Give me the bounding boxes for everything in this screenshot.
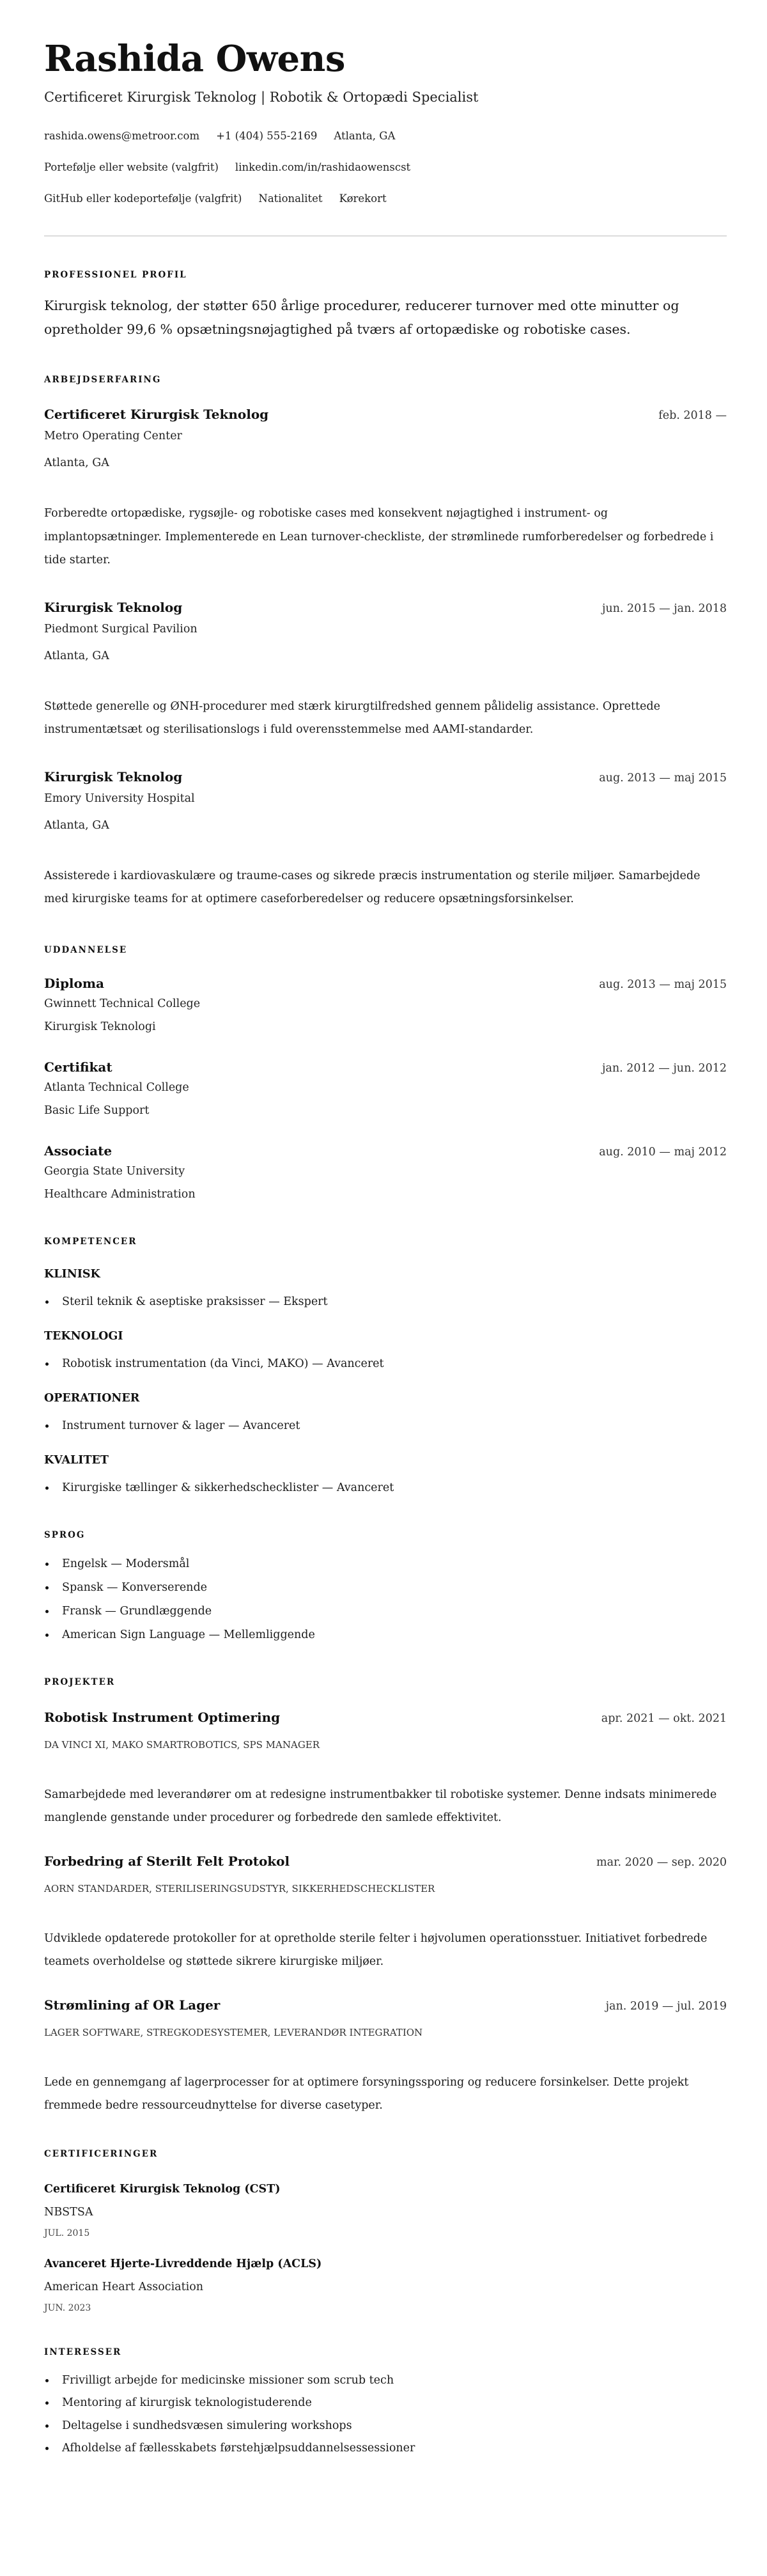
job-company: Metro Operating Center xyxy=(44,430,182,442)
degree: Associate xyxy=(44,1143,112,1159)
job-description: Støttede generelle og ØNH-procedurer med stærk kirurgtilfredshed gennem pålidelig assistance. Oprettede instrumentætsæt og sterilisationslogs i fuld overensstemmelse med AAMI-standarder. xyxy=(44,699,660,736)
skill-item: Kirurgiske tællinger & sikkerhedschecklister — Avanceret xyxy=(44,1479,727,1496)
education-dates: aug. 2010 — maj 2012 xyxy=(599,1145,727,1159)
skill-list xyxy=(44,1355,727,1372)
skill-category: TEKNOLOGI xyxy=(44,1329,123,1343)
section-heading: PROFESSIONEL PROFIL xyxy=(44,270,187,280)
candidate-title: Certificeret Kirurgisk Teknolog | Robotik & Ortopædi Specialist xyxy=(44,90,479,105)
project-title: Robotisk Instrument Optimering xyxy=(44,1709,281,1725)
job-company: Emory University Hospital xyxy=(44,792,195,805)
job-entry xyxy=(44,598,727,742)
language-list xyxy=(44,1556,727,1643)
project-tech: DA VINCI XI, MAKO SMARTROBOTICS, SPS MANAGER xyxy=(44,1738,320,1751)
job-location: Atlanta, GA xyxy=(44,457,109,469)
contact-phone[interactable]: +1 (404) 555-2169 xyxy=(216,130,318,142)
section-heading: SPROG xyxy=(44,1529,86,1540)
language-item: American Sign Language — Mellemliggende xyxy=(44,1627,727,1643)
project-title: Strømlining af OR Lager xyxy=(44,1997,221,2013)
certification-issuer: NBSTSA xyxy=(44,2205,93,2219)
section-heading: KOMPETENCER xyxy=(44,1236,137,1247)
interest-item: Mentoring af kirurgisk teknologistuderende xyxy=(44,2394,727,2411)
project-description: Udviklede opdaterede protokoller for at opretholde sterile felter i højvolumen operationsstuer. Initiativet forbedrede teamets overholdelse og støttede sikrere kirurgiske miljøer. xyxy=(44,1932,708,1968)
job-dates: jun. 2015 — jan. 2018 xyxy=(601,602,727,615)
project-dates: mar. 2020 — sep. 2020 xyxy=(596,1855,727,1869)
certification-issuer: American Heart Association xyxy=(44,2280,204,2293)
education-dates: jan. 2012 — jun. 2012 xyxy=(601,1061,727,1075)
skill-item: Instrument turnover & lager — Avanceret xyxy=(44,1417,727,1434)
interests-section xyxy=(44,2346,727,2457)
project-tech: AORN STANDARDER, STERILISERINGSUDSTYR, SIKKERHEDSCHECKLISTER xyxy=(44,1882,435,1894)
job-dates: aug. 2013 — maj 2015 xyxy=(599,771,727,785)
certification-date: JUN. 2023 xyxy=(44,2302,91,2313)
skill-list xyxy=(44,1479,727,1496)
interest-item: Frivilligt arbejde for medicinske missioner som scrub tech xyxy=(44,2372,727,2389)
degree: Diploma xyxy=(44,975,104,991)
project-description: Samarbejdede med leverandører om at redesigne instrumentbakker til robotiske systemer. Denne indsats minimerede manglende genstande under procedurer og forbedrede den samlede effektivitet. xyxy=(44,1788,717,1824)
contact-license: Kørekort xyxy=(339,192,387,205)
contact-row xyxy=(44,129,727,144)
job-title: Kirurgisk Teknolog xyxy=(44,599,183,615)
profile-section xyxy=(44,269,727,341)
project-dates: jan. 2019 — jul. 2019 xyxy=(605,1999,727,2013)
profile-text: Kirurgisk teknolog, der støtter 650 årlige procedurer, reducerer turnover med otte minutter og opretholder 99,6 % opsætningsnøjagtighed på tværs af ortopædiske og robotiske cases. xyxy=(44,298,679,337)
section-heading: ARBEJDSERFARING xyxy=(44,375,162,385)
contact-location: Atlanta, GA xyxy=(334,130,396,142)
resume-header xyxy=(44,38,727,207)
certification-entry xyxy=(44,2256,727,2314)
contact-github[interactable]: GitHub eller kodeportefølje (valgfrit) xyxy=(44,192,242,205)
project-description: Lede en gennemgang af lagerprocesser for at optimere forsyningssporing og reducere forsinkelser. Dette projekt fremmede bedre ressourceudnyttelse for diverse casetyper. xyxy=(44,2075,689,2112)
field-of-study: Kirurgisk Teknologi xyxy=(44,1020,156,1033)
certification-name: Avanceret Hjerte-Livreddende Hjælp (ACLS) xyxy=(44,2257,322,2270)
project-entry xyxy=(44,1852,727,1974)
language-item: Engelsk — Modersmål xyxy=(44,1556,727,1572)
section-heading: PROJEKTER xyxy=(44,1676,116,1687)
certifications-section xyxy=(44,2148,727,2314)
projects-section xyxy=(44,1676,727,2118)
skills-section xyxy=(44,1235,727,1496)
project-entry xyxy=(44,1995,727,2118)
contact-row xyxy=(44,191,727,207)
education-entry xyxy=(44,974,727,1035)
section-heading: CERTIFICERINGER xyxy=(44,2148,159,2159)
project-dates: apr. 2021 — okt. 2021 xyxy=(601,1712,727,1725)
header-divider xyxy=(44,235,727,237)
language-item: Fransk — Grundlæggende xyxy=(44,1603,727,1620)
languages-section xyxy=(44,1529,727,1643)
field-of-study: Healthcare Administration xyxy=(44,1187,196,1201)
degree: Certifikat xyxy=(44,1059,112,1075)
education-section xyxy=(44,944,727,1203)
school: Georgia State University xyxy=(44,1164,185,1178)
job-title: Kirurgisk Teknolog xyxy=(44,769,183,785)
education-entry xyxy=(44,1141,727,1203)
job-entry xyxy=(44,405,727,572)
job-location: Atlanta, GA xyxy=(44,649,109,662)
contact-nationality: Nationalitet xyxy=(258,192,323,205)
certification-entry xyxy=(44,2181,727,2240)
skill-list xyxy=(44,1417,727,1434)
job-dates: feb. 2018 — xyxy=(658,409,727,422)
project-tech: LAGER SOFTWARE, STREGKODESYSTEMER, LEVERANDØR INTEGRATION xyxy=(44,2026,423,2038)
job-entry xyxy=(44,767,727,911)
contact-linkedin[interactable]: linkedin.com/in/rashidaowenscst xyxy=(235,161,411,173)
skill-item: Robotisk instrumentation (da Vinci, MAKO) — Avanceret xyxy=(44,1355,727,1372)
skill-category: OPERATIONER xyxy=(44,1391,140,1405)
contact-row xyxy=(44,160,727,175)
field-of-study: Basic Life Support xyxy=(44,1104,150,1117)
education-entry xyxy=(44,1058,727,1119)
job-description: Forberedte ortopædiske, rygsøjle- og robotiske cases med konsekvent nøjagtighed i instrument- og implantopsætninger. Implementerede en Lean turnover-checkliste, der strømlinede rumforberedelser og forbedrede i tide starter. xyxy=(44,507,714,566)
education-dates: aug. 2013 — maj 2015 xyxy=(599,978,727,991)
certification-date: JUL. 2015 xyxy=(44,2228,90,2238)
skill-item: Steril teknik & aseptiske praksisser — Ekspert xyxy=(44,1293,727,1310)
project-entry xyxy=(44,1708,727,1830)
interest-item: Afholdelse af fællesskabets førstehjælpsuddannelsessessioner xyxy=(44,2440,727,2456)
job-company: Piedmont Surgical Pavilion xyxy=(44,622,198,636)
contact-email[interactable]: rashida.owens@metroor.com xyxy=(44,130,200,142)
contact-portfolio[interactable]: Portefølje eller website (valgfrit) xyxy=(44,161,219,173)
skill-category: KLINISK xyxy=(44,1267,100,1281)
candidate-name: Rashida Owens xyxy=(44,38,345,80)
job-description: Assisterede i kardiovaskulære og traume-cases og sikrede præcis instrumentation og sterile miljøer. Samarbejdede med kirurgiske teams for at optimere caseforberedelser og reducere opsætningsforsinkelser. xyxy=(44,869,701,905)
section-heading: UDDANNELSE xyxy=(44,944,128,955)
skill-list xyxy=(44,1293,727,1310)
skill-category: KVALITET xyxy=(44,1453,109,1467)
school: Atlanta Technical College xyxy=(44,1081,189,1094)
language-item: Spansk — Konverserende xyxy=(44,1579,727,1596)
interest-item: Deltagelse i sundhedsvæsen simulering workshops xyxy=(44,2417,727,2434)
section-heading: INTERESSER xyxy=(44,2346,122,2357)
job-location: Atlanta, GA xyxy=(44,818,109,832)
job-title: Certificeret Kirurgisk Teknolog xyxy=(44,407,269,422)
school: Gwinnett Technical College xyxy=(44,997,201,1010)
interest-list xyxy=(44,2372,727,2457)
project-title: Forbedring af Sterilt Felt Protokol xyxy=(44,1853,290,1869)
certification-name: Certificeret Kirurgisk Teknolog (CST) xyxy=(44,2182,281,2196)
experience-section xyxy=(44,373,727,911)
